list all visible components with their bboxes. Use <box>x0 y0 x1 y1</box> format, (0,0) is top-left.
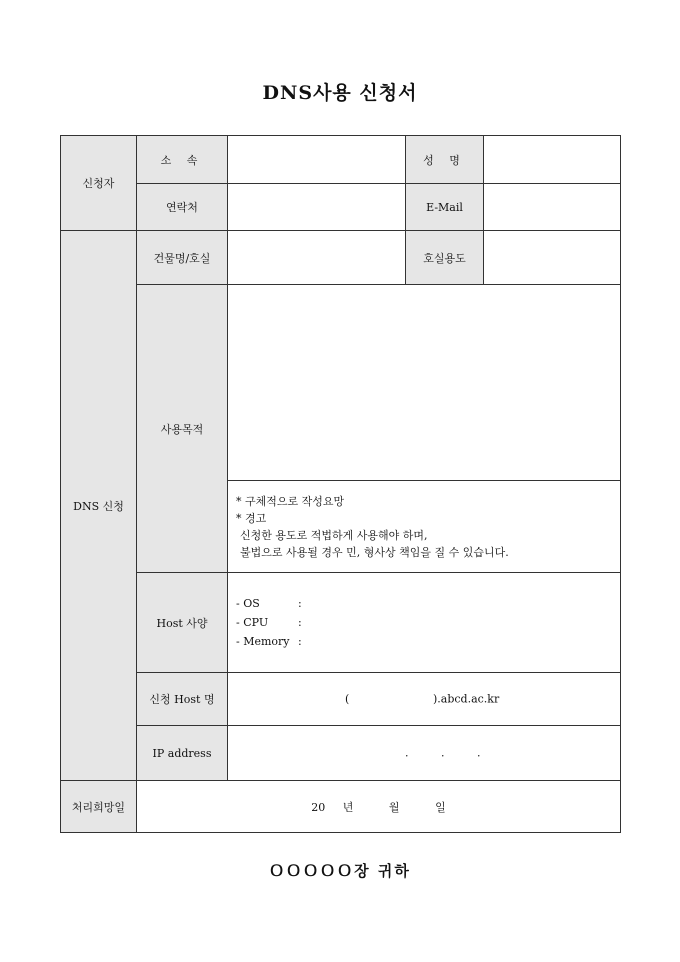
dns-section-label: DNS 신청 <box>61 231 137 781</box>
spec-os: - OS : <box>236 597 302 610</box>
room-use-label: 호실용도 <box>406 231 484 285</box>
name-field[interactable] <box>484 136 621 184</box>
building-field[interactable] <box>228 231 406 285</box>
contact-field[interactable] <box>228 184 406 231</box>
email-label: E-Mail <box>406 184 484 231</box>
processing-date-label: 처리희망일 <box>61 781 137 833</box>
ip-separator-dot: . <box>477 746 481 760</box>
note-line: * 경고 <box>236 511 267 525</box>
purpose-notes <box>228 481 621 573</box>
ip-separator-dot: . <box>405 746 409 760</box>
note-line: 신청한 용도로 적법하게 사용해야 하며, <box>240 528 428 542</box>
document-title: DNS사용 신청서 <box>262 82 418 104</box>
year-prefix: 20 <box>311 800 326 814</box>
purpose-label: 사용목적 <box>137 285 228 573</box>
spec-cpu: - CPU : <box>236 616 302 629</box>
building-label: 건물명/호실 <box>137 231 228 285</box>
affiliation-field[interactable] <box>228 136 406 184</box>
host-name-label: 신청 Host 명 <box>137 673 228 726</box>
purpose-field[interactable] <box>228 285 621 481</box>
day-unit: 일 <box>435 800 446 814</box>
ip-address-field[interactable] <box>228 726 621 781</box>
application-form-table <box>60 135 621 833</box>
host-name-open-paren: ( <box>345 692 350 706</box>
processing-date-field[interactable] <box>137 781 621 833</box>
host-name-domain-suffix: ).abcd.ac.kr <box>433 692 500 706</box>
email-field[interactable] <box>484 184 621 231</box>
year-unit: 년 <box>342 800 354 814</box>
ip-separator-dot: . <box>441 746 445 760</box>
contact-label: 연락처 <box>137 184 228 231</box>
note-line: * 구체적으로 작성요망 <box>236 494 345 508</box>
applicant-section-label: 신청자 <box>61 136 137 231</box>
host-spec-label: Host 사양 <box>137 573 228 673</box>
host-spec-field[interactable] <box>228 573 621 673</box>
host-name-field[interactable] <box>228 673 621 726</box>
ip-address-label: IP address <box>137 726 228 781</box>
name-label: 성 명 <box>406 136 484 184</box>
note-line: 불법으로 사용될 경우 민, 형사상 책임을 질 수 있습니다. <box>240 545 509 559</box>
room-use-field[interactable] <box>484 231 621 285</box>
spec-memory: - Memory : <box>236 635 302 648</box>
month-unit: 월 <box>388 800 400 814</box>
affiliation-label: 소 속 <box>137 136 228 184</box>
recipient-line: ＯＯＯＯＯ장 귀하 <box>269 862 411 880</box>
